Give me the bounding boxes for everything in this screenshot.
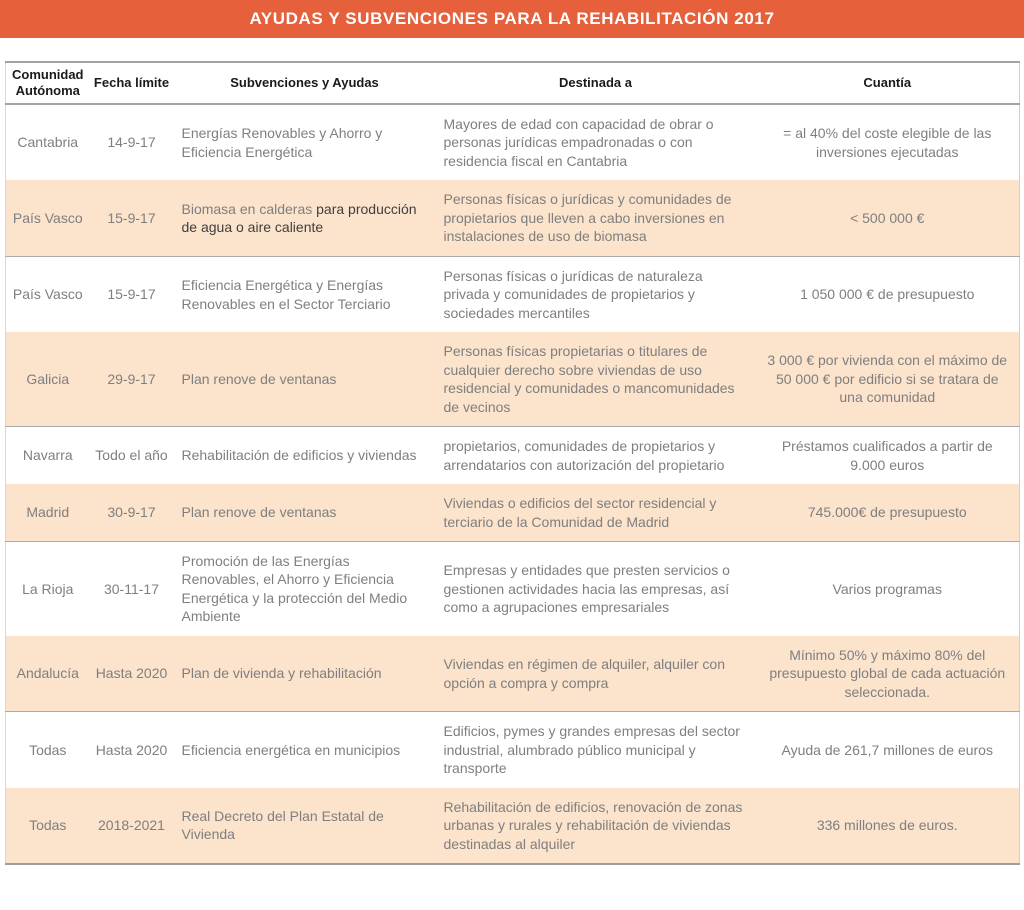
table-row	[6, 484, 1020, 541]
subvencion-text: Promoción de las Energías Renovables, el Ahorro y Eficiencia Energética y la protección del Medio Ambiente	[181, 552, 408, 625]
cell-subvencion	[174, 104, 436, 180]
cell-comunidad: La Rioja	[22, 580, 74, 597]
cell-subvencion	[174, 712, 436, 788]
cell-subvencion	[174, 484, 436, 541]
subvencion-text: Energías Renovables y Ahorro y Eficiencia Energética	[181, 125, 383, 160]
cell-cuantia: Ayuda de 261,7 millones de euros	[781, 741, 993, 758]
col-header-subvenciones: Subvenciones y Ayudas	[230, 75, 379, 91]
subvencion-text: Plan de vivienda y rehabilitación	[181, 665, 382, 682]
cell-cuantia: 745.000€ de presupuesto	[807, 504, 967, 521]
cell-fecha: 29-9-17	[107, 370, 156, 387]
cell-destinada: Viviendas en régimen de alquiler, alquiler con opción a compra y compra	[443, 656, 725, 691]
cell-comunidad: Galicia	[26, 370, 70, 387]
cell-cuantia: 1 050 000 € de presupuesto	[800, 286, 975, 303]
cell-fecha: 2018-2021	[98, 817, 165, 834]
cell-subvencion	[174, 180, 436, 256]
table-header	[6, 62, 1020, 104]
cell-subvencion	[174, 541, 436, 635]
cell-fecha: Hasta 2020	[95, 665, 168, 682]
col-header-comunidad: Comunidad Autónoma	[12, 67, 84, 98]
subsidies-table	[5, 61, 1020, 865]
cell-destinada: Mayores de edad con capacidad de obrar o personas jurídicas empadronadas o con residencia fiscal en Cantabria	[443, 116, 714, 169]
cell-fecha: 15-9-17	[107, 286, 156, 303]
cell-destinada: propietarios, comunidades de propietarios y arrendatarios con autorización del propietario	[443, 438, 725, 473]
title-banner	[0, 0, 1024, 38]
cell-comunidad: Navarra	[22, 447, 73, 464]
table-row	[6, 256, 1020, 332]
cell-comunidad: Madrid	[26, 504, 70, 521]
cell-subvencion	[174, 332, 436, 426]
page-title: AYUDAS Y SUBVENCIONES PARA LA REHABILITACIÓN 2017	[249, 9, 775, 28]
subvencion-text: Plan renove de ventanas	[181, 370, 337, 387]
cell-cuantia: = al 40% del coste elegible de las inversiones ejecutadas	[783, 125, 992, 160]
cell-comunidad: País Vasco	[12, 209, 83, 226]
cell-fecha: Todo el año	[95, 447, 168, 464]
cell-cuantia: 3 000 € por vivienda con el máximo de 50 000 € por edificio si se tratara de una comunidad	[767, 352, 1008, 406]
cell-destinada: Personas físicas o jurídicas y comunidades de propietarios que lleven a cabo inversiones en instalaciones de uso de biomasa	[443, 191, 732, 245]
cell-subvencion	[174, 256, 436, 332]
table-row	[6, 427, 1020, 484]
cell-comunidad: País Vasco	[12, 286, 83, 303]
subvencion-text: Plan renove de ventanas	[181, 504, 337, 521]
table-row	[6, 788, 1020, 864]
table-body	[6, 104, 1020, 864]
cell-destinada: Personas físicas o jurídicas de naturaleza privada y comunidades de propietarios y sociedades mercantiles	[443, 267, 703, 321]
cell-destinada: Empresas y entidades que presten servicios o gestionen actividades hacia las empresas, así como a agrupaciones empresariales	[443, 562, 730, 616]
subvencion-text: Real Decreto del Plan Estatal de Vivienda	[181, 807, 384, 843]
subvencion-text: Eficiencia Energética y Energías Renovables en el Sector Terciario	[181, 277, 391, 312]
cell-cuantia: Varios programas	[832, 580, 942, 597]
cell-destinada: Viviendas o edificios del sector residencial y terciario de la Comunidad de Madrid	[443, 495, 717, 530]
cell-cuantia: Préstamos cualificados a partir de 9.000 euros	[781, 438, 993, 473]
cell-cuantia: < 500 000 €	[850, 209, 925, 226]
table-header-row	[6, 62, 1020, 104]
cell-fecha: Hasta 2020	[95, 741, 168, 758]
cell-fecha: 30-9-17	[107, 504, 156, 521]
cell-comunidad: Andalucía	[16, 665, 79, 682]
table-row	[6, 636, 1020, 712]
table-row	[6, 104, 1020, 180]
subvencion-text-emphasis: para producción de agua o aire caliente	[181, 200, 417, 236]
cell-comunidad: Cantabria	[17, 134, 79, 151]
col-header-fecha: Fecha límite	[93, 75, 170, 91]
table-row	[6, 712, 1020, 788]
table-row	[6, 180, 1020, 256]
cell-fecha: 15-9-17	[107, 209, 156, 226]
col-header-cuantia: Cuantía	[863, 75, 912, 91]
cell-subvencion	[174, 636, 436, 712]
table-row	[6, 541, 1020, 635]
cell-cuantia: 336 millones de euros.	[816, 817, 958, 834]
cell-cuantia: Mínimo 50% y máximo 80% del presupuesto global de cada actuación seleccionada.	[769, 646, 1006, 700]
cell-comunidad: Todas	[29, 741, 67, 758]
cell-destinada: Rehabilitación de edificios, renovación de zonas urbanas y rurales y rehabilitación de viviendas destinadas al alquiler	[443, 798, 743, 852]
table-row	[6, 332, 1020, 426]
subvencion-text: Biomasa en calderas	[181, 200, 317, 217]
cell-fecha: 30-11-17	[103, 580, 159, 597]
cell-fecha: 14-9-17	[107, 134, 156, 151]
col-header-destinada: Destinada a	[559, 75, 632, 91]
subvencion-text: Rehabilitación de edificios y viviendas	[181, 447, 417, 464]
cell-destinada: Personas físicas propietarias o titulares de cualquier derecho sobre viviendas de uso residencial y comunidades o mancomunidades de vecinos	[443, 343, 735, 415]
subvencion-text: Eficiencia energética en municipios	[181, 741, 401, 758]
cell-subvencion	[174, 427, 436, 484]
cell-subvencion	[174, 788, 436, 864]
cell-destinada: Edificios, pymes y grandes empresas del sector industrial, alumbrado público municipal y transporte	[443, 723, 740, 777]
cell-comunidad: Todas	[29, 817, 67, 834]
